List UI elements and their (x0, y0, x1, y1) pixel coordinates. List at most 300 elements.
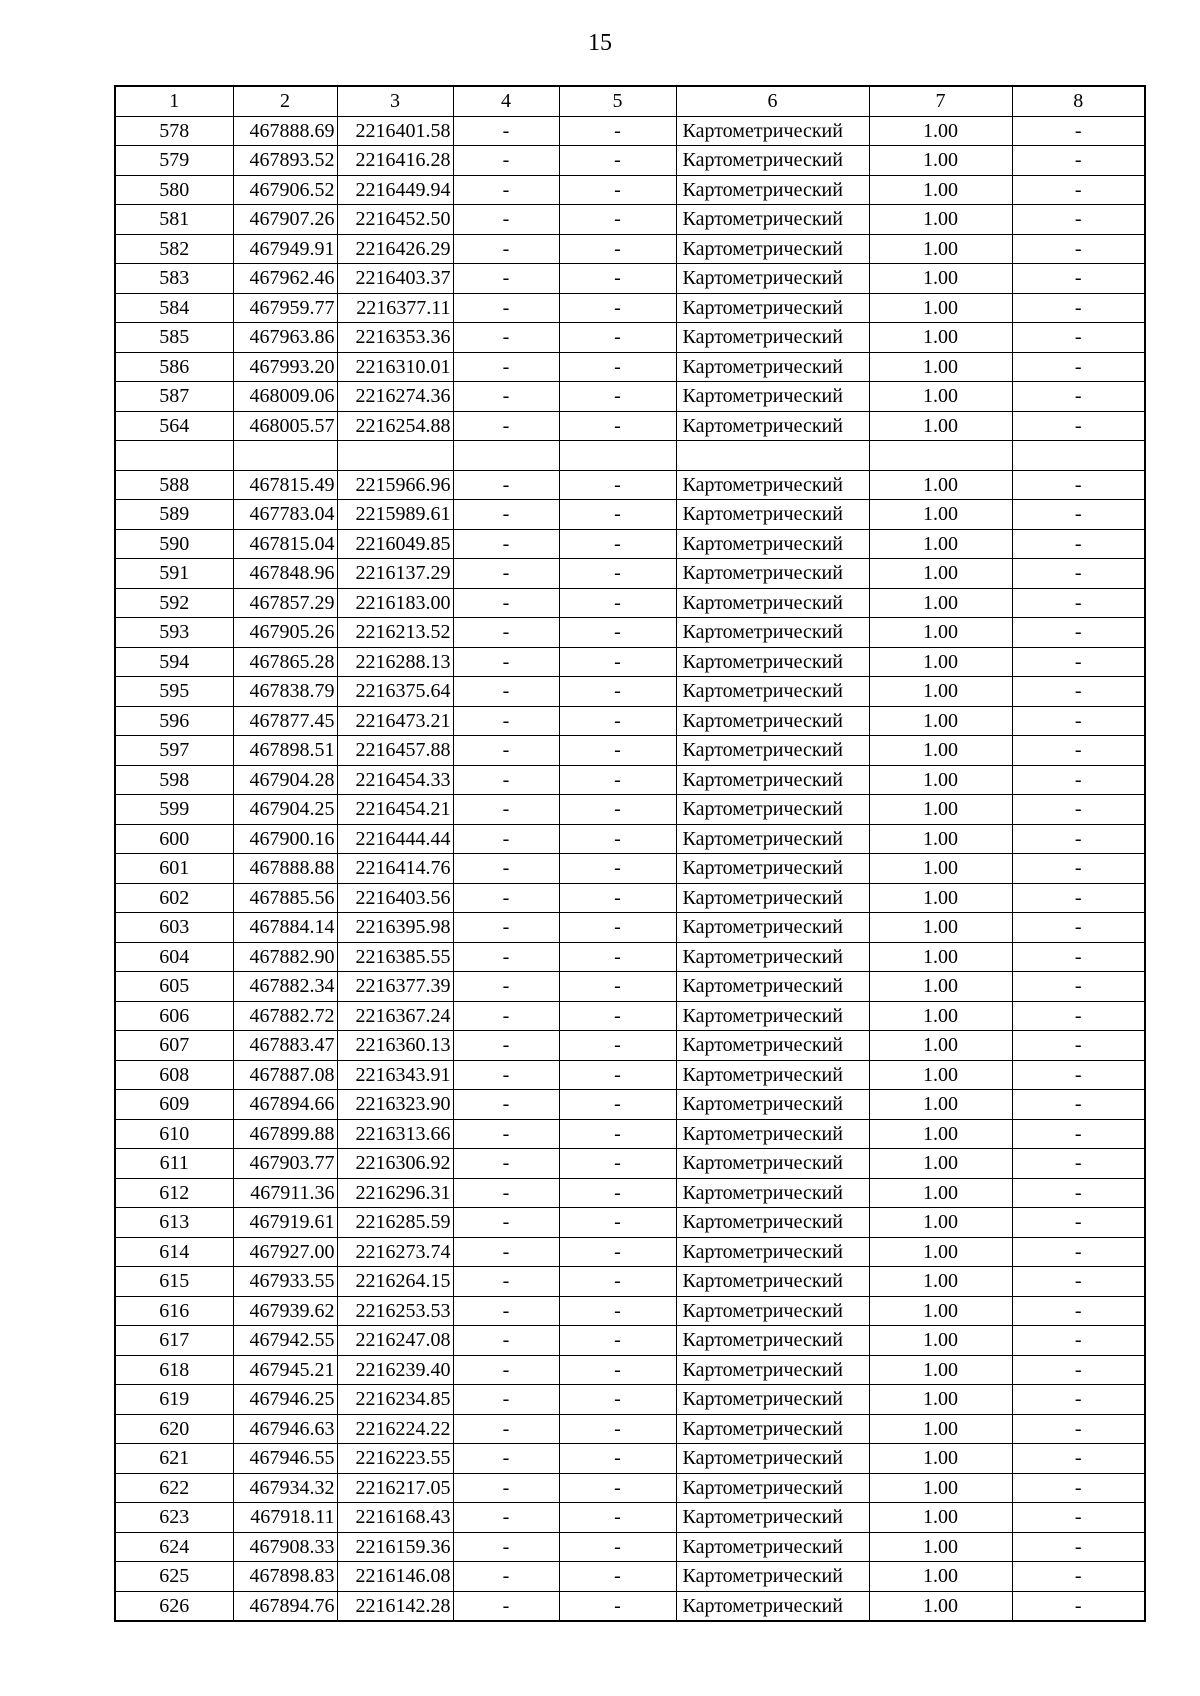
y-coordinate-cell (337, 441, 453, 471)
table-row (115, 1119, 1145, 1149)
x-coordinate-cell: 467905.26 (233, 618, 337, 648)
y-coordinate-cell: 2215966.96 (337, 470, 453, 500)
table-row (115, 116, 1145, 146)
point-number-cell: 615 (115, 1267, 233, 1297)
col8-cell: - (1012, 382, 1145, 412)
x-coordinate-cell: 467894.66 (233, 1090, 337, 1120)
y-coordinate-cell: 2216385.55 (337, 942, 453, 972)
col4-cell: - (453, 1414, 559, 1444)
x-coordinate-cell: 467903.77 (233, 1149, 337, 1179)
col4-cell: - (453, 234, 559, 264)
x-coordinate-cell: 467815.49 (233, 470, 337, 500)
point-number-cell: 578 (115, 116, 233, 146)
col8-cell: - (1012, 972, 1145, 1002)
point-number-cell: 583 (115, 264, 233, 294)
y-coordinate-cell: 2216310.01 (337, 352, 453, 382)
col5-cell: - (559, 1503, 676, 1533)
y-coordinate-cell: 2216142.28 (337, 1591, 453, 1621)
method-cell: Картометрический (676, 1001, 869, 1031)
col8-cell: - (1012, 795, 1145, 825)
method-cell (676, 441, 869, 471)
col5-cell (559, 441, 676, 471)
point-number-cell: 591 (115, 559, 233, 589)
col4-cell: - (453, 1149, 559, 1179)
col8-cell: - (1012, 883, 1145, 913)
accuracy-cell: 1.00 (869, 1060, 1012, 1090)
col8-cell: - (1012, 1444, 1145, 1474)
y-coordinate-cell: 2216377.11 (337, 293, 453, 323)
col4-cell: - (453, 382, 559, 412)
col8-cell: - (1012, 116, 1145, 146)
y-coordinate-cell: 2216449.94 (337, 175, 453, 205)
method-cell: Картометрический (676, 1060, 869, 1090)
point-number-cell: 601 (115, 854, 233, 884)
col4-cell: - (453, 1119, 559, 1149)
table-row (115, 706, 1145, 736)
point-number-cell: 600 (115, 824, 233, 854)
method-cell: Картометрический (676, 1473, 869, 1503)
method-cell: Картометрический (676, 1444, 869, 1474)
table-row (115, 1060, 1145, 1090)
col5-cell: - (559, 175, 676, 205)
accuracy-cell: 1.00 (869, 411, 1012, 441)
col5-cell: - (559, 706, 676, 736)
accuracy-cell: 1.00 (869, 1090, 1012, 1120)
accuracy-cell: 1.00 (869, 175, 1012, 205)
col4-cell: - (453, 765, 559, 795)
table-row (115, 1031, 1145, 1061)
y-coordinate-cell: 2216274.36 (337, 382, 453, 412)
point-number-cell: 624 (115, 1532, 233, 1562)
point-number-cell: 622 (115, 1473, 233, 1503)
y-coordinate-cell: 2216223.55 (337, 1444, 453, 1474)
point-number-cell: 580 (115, 175, 233, 205)
accuracy-cell: 1.00 (869, 116, 1012, 146)
method-cell: Картометрический (676, 470, 869, 500)
accuracy-cell: 1.00 (869, 146, 1012, 176)
table-row (115, 500, 1145, 530)
col8-cell: - (1012, 1119, 1145, 1149)
accuracy-cell: 1.00 (869, 1208, 1012, 1238)
y-coordinate-cell: 2216049.85 (337, 529, 453, 559)
y-coordinate-cell: 2216401.58 (337, 116, 453, 146)
accuracy-cell: 1.00 (869, 1296, 1012, 1326)
method-cell: Картометрический (676, 382, 869, 412)
accuracy-cell: 1.00 (869, 1178, 1012, 1208)
y-coordinate-cell: 2216224.22 (337, 1414, 453, 1444)
col8-cell: - (1012, 175, 1145, 205)
col4-cell: - (453, 1031, 559, 1061)
accuracy-cell: 1.00 (869, 470, 1012, 500)
y-coordinate-cell: 2216377.39 (337, 972, 453, 1002)
table-row (115, 765, 1145, 795)
col5-cell: - (559, 1385, 676, 1415)
col4-cell: - (453, 677, 559, 707)
col5-cell: - (559, 1031, 676, 1061)
col4-cell: - (453, 352, 559, 382)
col8-cell: - (1012, 736, 1145, 766)
y-coordinate-cell: 2216414.76 (337, 854, 453, 884)
x-coordinate-cell: 467783.04 (233, 500, 337, 530)
method-cell: Картометрический (676, 1149, 869, 1179)
table-row (115, 854, 1145, 884)
point-number-cell: 579 (115, 146, 233, 176)
y-coordinate-cell: 2216395.98 (337, 913, 453, 943)
point-number-cell: 617 (115, 1326, 233, 1356)
accuracy-cell: 1.00 (869, 323, 1012, 353)
col5-cell: - (559, 1060, 676, 1090)
col5-cell: - (559, 116, 676, 146)
x-coordinate-cell: 467887.08 (233, 1060, 337, 1090)
table-row (115, 618, 1145, 648)
col5-cell: - (559, 352, 676, 382)
column-header: 8 (1012, 86, 1145, 116)
method-cell: Картометрический (676, 1090, 869, 1120)
x-coordinate-cell: 467907.26 (233, 205, 337, 235)
method-cell: Картометрический (676, 795, 869, 825)
y-coordinate-cell: 2215989.61 (337, 500, 453, 530)
col8-cell: - (1012, 1001, 1145, 1031)
point-number-cell: 620 (115, 1414, 233, 1444)
accuracy-cell: 1.00 (869, 1001, 1012, 1031)
y-coordinate-cell: 2216473.21 (337, 706, 453, 736)
accuracy-cell: 1.00 (869, 529, 1012, 559)
table-row (115, 382, 1145, 412)
x-coordinate-cell: 467885.56 (233, 883, 337, 913)
accuracy-cell: 1.00 (869, 1237, 1012, 1267)
x-coordinate-cell: 467900.16 (233, 824, 337, 854)
col8-cell: - (1012, 500, 1145, 530)
col5-cell: - (559, 1237, 676, 1267)
point-number-cell: 584 (115, 293, 233, 323)
method-cell: Картометрический (676, 1267, 869, 1297)
col4-cell: - (453, 1208, 559, 1238)
y-coordinate-cell: 2216323.90 (337, 1090, 453, 1120)
table-header-row (115, 86, 1145, 116)
col8-cell: - (1012, 942, 1145, 972)
col4-cell: - (453, 559, 559, 589)
method-cell: Картометрический (676, 1562, 869, 1592)
y-coordinate-cell: 2216343.91 (337, 1060, 453, 1090)
table-row (115, 264, 1145, 294)
table-row (115, 883, 1145, 913)
accuracy-cell: 1.00 (869, 293, 1012, 323)
accuracy-cell: 1.00 (869, 1414, 1012, 1444)
accuracy-cell: 1.00 (869, 765, 1012, 795)
accuracy-cell: 1.00 (869, 736, 1012, 766)
x-coordinate-cell: 467815.04 (233, 529, 337, 559)
y-coordinate-cell: 2216454.33 (337, 765, 453, 795)
col5-cell: - (559, 1532, 676, 1562)
accuracy-cell: 1.00 (869, 706, 1012, 736)
col8-cell: - (1012, 1031, 1145, 1061)
x-coordinate-cell: 468005.57 (233, 411, 337, 441)
method-cell: Картометрический (676, 1385, 869, 1415)
col4-cell: - (453, 1473, 559, 1503)
x-coordinate-cell: 467894.76 (233, 1591, 337, 1621)
col5-cell: - (559, 1414, 676, 1444)
x-coordinate-cell: 467933.55 (233, 1267, 337, 1297)
method-cell: Картометрический (676, 1532, 869, 1562)
col5-cell: - (559, 293, 676, 323)
table-row (115, 205, 1145, 235)
point-number-cell: 604 (115, 942, 233, 972)
table-row (115, 913, 1145, 943)
accuracy-cell: 1.00 (869, 618, 1012, 648)
method-cell: Картометрический (676, 706, 869, 736)
accuracy-cell: 1.00 (869, 854, 1012, 884)
col4-cell: - (453, 146, 559, 176)
col5-cell: - (559, 1119, 676, 1149)
table-row (115, 1090, 1145, 1120)
col5-cell: - (559, 323, 676, 353)
x-coordinate-cell: 467884.14 (233, 913, 337, 943)
col8-cell: - (1012, 1296, 1145, 1326)
y-coordinate-cell: 2216146.08 (337, 1562, 453, 1592)
point-number-cell: 599 (115, 795, 233, 825)
y-coordinate-cell: 2216444.44 (337, 824, 453, 854)
x-coordinate-cell: 467946.55 (233, 1444, 337, 1474)
y-coordinate-cell: 2216457.88 (337, 736, 453, 766)
table-row (115, 1296, 1145, 1326)
y-coordinate-cell: 2216264.15 (337, 1267, 453, 1297)
col5-cell: - (559, 1208, 676, 1238)
col4-cell: - (453, 1385, 559, 1415)
accuracy-cell: 1.00 (869, 1503, 1012, 1533)
col5-cell: - (559, 854, 676, 884)
col5-cell: - (559, 1326, 676, 1356)
method-cell: Картометрический (676, 559, 869, 589)
y-coordinate-cell: 2216273.74 (337, 1237, 453, 1267)
point-number-cell: 608 (115, 1060, 233, 1090)
table-row (115, 647, 1145, 677)
table-row (115, 736, 1145, 766)
x-coordinate-cell: 467949.91 (233, 234, 337, 264)
col8-cell: - (1012, 677, 1145, 707)
table-row (115, 470, 1145, 500)
y-coordinate-cell: 2216403.37 (337, 264, 453, 294)
point-number-cell: 607 (115, 1031, 233, 1061)
method-cell: Картометрический (676, 352, 869, 382)
x-coordinate-cell: 467882.90 (233, 942, 337, 972)
col4-cell: - (453, 1267, 559, 1297)
col8-cell: - (1012, 706, 1145, 736)
column-header: 1 (115, 86, 233, 116)
col4-cell: - (453, 500, 559, 530)
method-cell: Картометрический (676, 1414, 869, 1444)
accuracy-cell: 1.00 (869, 1591, 1012, 1621)
col4-cell: - (453, 795, 559, 825)
col4-cell: - (453, 736, 559, 766)
table-row (115, 441, 1145, 471)
table-row (115, 1001, 1145, 1031)
table-row (115, 146, 1145, 176)
method-cell: Картометрический (676, 1208, 869, 1238)
table-row (115, 234, 1145, 264)
accuracy-cell: 1.00 (869, 972, 1012, 1002)
point-number-cell: 610 (115, 1119, 233, 1149)
col4-cell: - (453, 323, 559, 353)
y-coordinate-cell: 2216416.28 (337, 146, 453, 176)
x-coordinate-cell: 467893.52 (233, 146, 337, 176)
x-coordinate-cell: 467927.00 (233, 1237, 337, 1267)
accuracy-cell (869, 441, 1012, 471)
point-number-cell: 596 (115, 706, 233, 736)
col5-cell: - (559, 1267, 676, 1297)
col4-cell: - (453, 647, 559, 677)
method-cell: Картометрический (676, 588, 869, 618)
method-cell: Картометрический (676, 1296, 869, 1326)
col4-cell: - (453, 411, 559, 441)
y-coordinate-cell: 2216306.92 (337, 1149, 453, 1179)
table-row (115, 1326, 1145, 1356)
point-number-cell: 614 (115, 1237, 233, 1267)
accuracy-cell: 1.00 (869, 500, 1012, 530)
method-cell: Картометрический (676, 647, 869, 677)
col8-cell: - (1012, 264, 1145, 294)
col4-cell: - (453, 1178, 559, 1208)
method-cell: Картометрический (676, 972, 869, 1002)
table-row (115, 175, 1145, 205)
point-number-cell: 612 (115, 1178, 233, 1208)
method-cell: Картометрический (676, 146, 869, 176)
method-cell: Картометрический (676, 913, 869, 943)
method-cell: Картометрический (676, 116, 869, 146)
col5-cell: - (559, 146, 676, 176)
col4-cell: - (453, 1591, 559, 1621)
accuracy-cell: 1.00 (869, 1385, 1012, 1415)
point-number-cell: 618 (115, 1355, 233, 1385)
method-cell: Картометрический (676, 824, 869, 854)
x-coordinate-cell: 467904.28 (233, 765, 337, 795)
y-coordinate-cell: 2216353.36 (337, 323, 453, 353)
col8-cell: - (1012, 411, 1145, 441)
column-header: 3 (337, 86, 453, 116)
table-row (115, 1444, 1145, 1474)
col4-cell: - (453, 1355, 559, 1385)
col5-cell: - (559, 1296, 676, 1326)
table-row (115, 1473, 1145, 1503)
col4-cell: - (453, 588, 559, 618)
y-coordinate-cell: 2216253.53 (337, 1296, 453, 1326)
point-number-cell: 606 (115, 1001, 233, 1031)
y-coordinate-cell: 2216137.29 (337, 559, 453, 589)
col5-cell: - (559, 470, 676, 500)
col8-cell: - (1012, 470, 1145, 500)
y-coordinate-cell: 2216375.64 (337, 677, 453, 707)
method-cell: Картометрический (676, 1355, 869, 1385)
col5-cell: - (559, 1444, 676, 1474)
x-coordinate-cell: 467959.77 (233, 293, 337, 323)
method-cell: Картометрический (676, 1591, 869, 1621)
point-number-cell: 585 (115, 323, 233, 353)
table-row (115, 411, 1145, 441)
col8-cell: - (1012, 293, 1145, 323)
col5-cell: - (559, 411, 676, 441)
method-cell: Картометрический (676, 529, 869, 559)
col8-cell: - (1012, 1149, 1145, 1179)
column-header: 6 (676, 86, 869, 116)
x-coordinate-cell: 468009.06 (233, 382, 337, 412)
point-number-cell: 590 (115, 529, 233, 559)
point-number-cell: 619 (115, 1385, 233, 1415)
accuracy-cell: 1.00 (869, 883, 1012, 913)
x-coordinate-cell: 467904.25 (233, 795, 337, 825)
col8-cell: - (1012, 1532, 1145, 1562)
x-coordinate-cell: 467942.55 (233, 1326, 337, 1356)
col5-cell: - (559, 588, 676, 618)
col8-cell (1012, 441, 1145, 471)
col5-cell: - (559, 1178, 676, 1208)
x-coordinate-cell: 467963.86 (233, 323, 337, 353)
x-coordinate-cell: 467877.45 (233, 706, 337, 736)
x-coordinate-cell: 467906.52 (233, 175, 337, 205)
accuracy-cell: 1.00 (869, 1355, 1012, 1385)
table-row (115, 1591, 1145, 1621)
col4-cell: - (453, 972, 559, 1002)
col4-cell: - (453, 175, 559, 205)
col5-cell: - (559, 942, 676, 972)
table-row (115, 1149, 1145, 1179)
col4-cell: - (453, 1237, 559, 1267)
table-row (115, 824, 1145, 854)
col5-cell: - (559, 1355, 676, 1385)
col5-cell: - (559, 205, 676, 235)
x-coordinate-cell: 467848.96 (233, 559, 337, 589)
y-coordinate-cell: 2216360.13 (337, 1031, 453, 1061)
x-coordinate-cell: 467939.62 (233, 1296, 337, 1326)
table-row (115, 942, 1145, 972)
x-coordinate-cell: 467882.72 (233, 1001, 337, 1031)
method-cell: Картометрический (676, 1326, 869, 1356)
col5-cell: - (559, 264, 676, 294)
col5-cell: - (559, 647, 676, 677)
method-cell: Картометрический (676, 1119, 869, 1149)
method-cell: Картометрический (676, 854, 869, 884)
accuracy-cell: 1.00 (869, 1149, 1012, 1179)
y-coordinate-cell: 2216168.43 (337, 1503, 453, 1533)
method-cell: Картометрический (676, 293, 869, 323)
col8-cell: - (1012, 1090, 1145, 1120)
x-coordinate-cell: 467899.88 (233, 1119, 337, 1149)
col4-cell (453, 441, 559, 471)
x-coordinate-cell: 467838.79 (233, 677, 337, 707)
accuracy-cell: 1.00 (869, 205, 1012, 235)
table-row (115, 323, 1145, 353)
table-row (115, 1267, 1145, 1297)
method-cell: Картометрический (676, 234, 869, 264)
table-row (115, 293, 1145, 323)
col8-cell: - (1012, 1060, 1145, 1090)
accuracy-cell: 1.00 (869, 588, 1012, 618)
point-number-cell: 592 (115, 588, 233, 618)
col8-cell: - (1012, 1385, 1145, 1415)
table-row (115, 1532, 1145, 1562)
method-cell: Картометрический (676, 883, 869, 913)
point-number-cell: 593 (115, 618, 233, 648)
col8-cell: - (1012, 765, 1145, 795)
point-number-cell: 594 (115, 647, 233, 677)
x-coordinate-cell: 467993.20 (233, 352, 337, 382)
point-number-cell: 587 (115, 382, 233, 412)
y-coordinate-cell: 2216367.24 (337, 1001, 453, 1031)
col4-cell: - (453, 264, 559, 294)
y-coordinate-cell: 2216313.66 (337, 1119, 453, 1149)
col8-cell: - (1012, 1503, 1145, 1533)
col4-cell: - (453, 1001, 559, 1031)
table-row (115, 795, 1145, 825)
accuracy-cell: 1.00 (869, 1119, 1012, 1149)
